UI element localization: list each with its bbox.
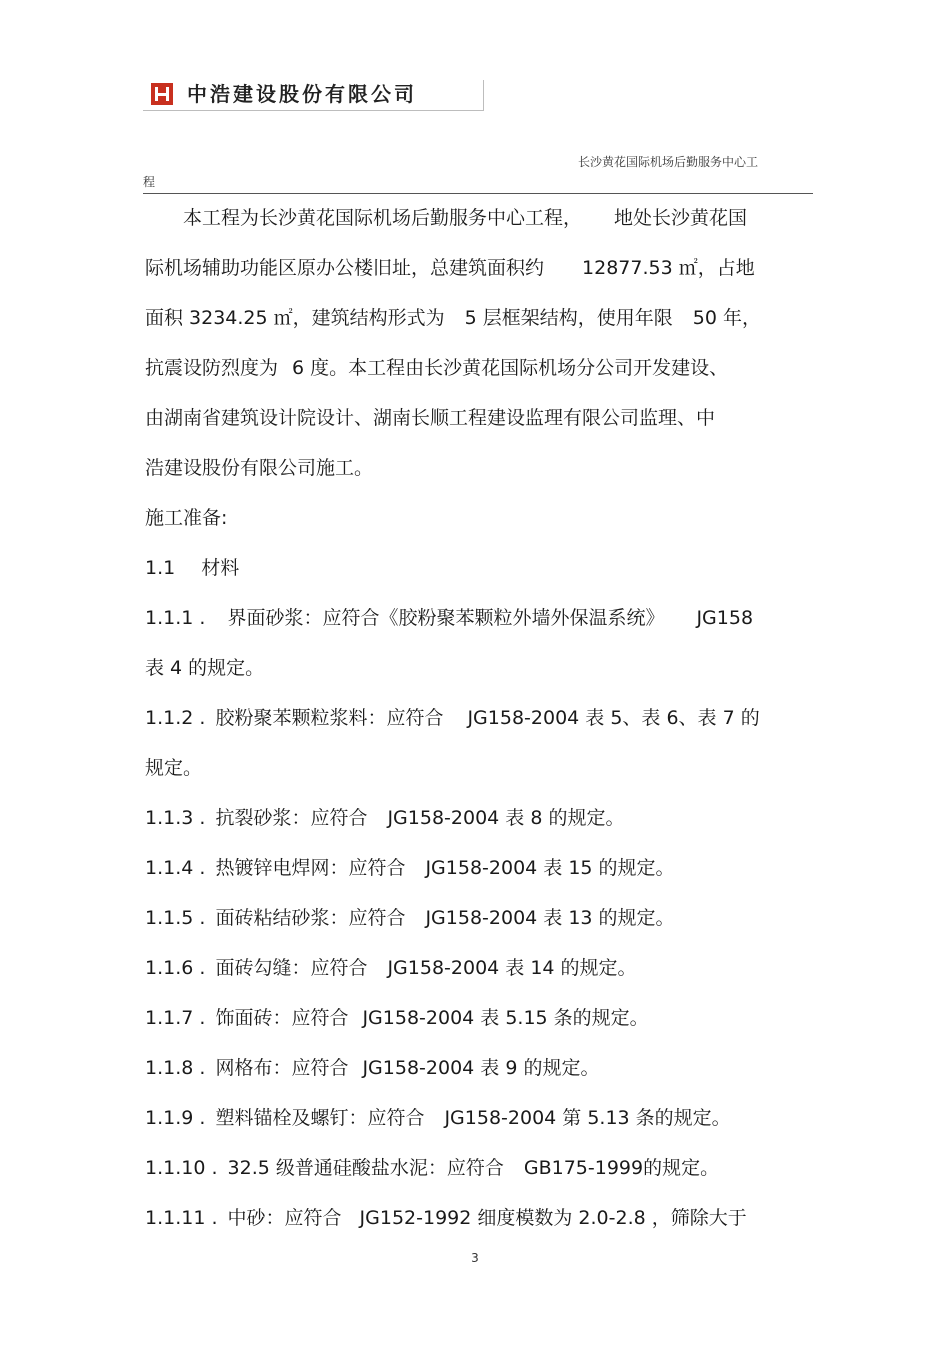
subsection-number: 1.1 [145,557,176,579]
company-name: 中浩建设股份有限公司 [187,82,417,106]
list-item: 1.1.5 . 面砖粘结砂浆：应符合 JG158-2004 表 13 的规定。 [145,907,675,929]
list-item: 1.1.10 . 32.5 级普通硅酸盐水泥：应符合 GB175-1999的规定。 [145,1157,720,1179]
intro-line-5: 由湖南省建筑设计院设计、湖南长顺工程建设监理有限公司监理、中 [145,407,716,429]
list-item: 1.1.4 . 热镀锌电焊网：应符合 JG158-2004 表 15 的规定。 [145,857,675,879]
running-header-title-continued: 程 [143,175,156,189]
list-item: 1.1.3 . 抗裂砂浆：应符合 JG158-2004 表 8 的规定。 [145,807,625,829]
list-item: 1.1.9 . 塑料锚栓及螺钉：应符合 JG158-2004 第 5.13 条的规定。 [145,1107,731,1129]
intro-line-4: 抗震设防烈度为 6 度。本工程由长沙黄花国际机场分公司开发建设、 [145,357,729,379]
company-logo-icon [151,83,173,105]
list-item: 1.1.7 . 饰面砖：应符合 JG158-2004 表 5.15 条的规定。 [145,1007,649,1029]
intro-line-2: 际机场辅助功能区原办公楼旧址，总建筑面积约 12877.53 ㎡，占地 [145,257,755,279]
list-item: 1.1.6 . 面砖勾缝：应符合 JG158-2004 表 14 的规定。 [145,957,637,979]
list-item: 1.1.1 . 界面砂浆：应符合《胶粉聚苯颗粒外墙外保温系统》 JG158 [145,607,754,629]
intro-line-6: 浩建设股份有限公司施工。 [145,457,374,479]
section-heading: 施工准备: [145,507,228,529]
list-item: 1.1.2 . 胶粉聚苯颗粒浆料：应符合 JG158-2004 表 5、表 6、表 7 的 [145,707,760,729]
intro-line-3: 面积 3234.25 ㎡，建筑结构形式为 5 层框架结构，使用年限 50 年， [145,307,762,329]
list-item-continued: 规定。 [145,757,203,779]
list-item: 1.1.11 . 中砂：应符合 JG152-1992 细度模数为 2.0-2.8 ，筛除大于 [145,1207,747,1229]
letterhead [143,80,484,111]
list-item-continued: 表 4 的规定。 [145,657,265,679]
page-number: 3 [471,1251,479,1265]
intro-line-1: 本工程为长沙黄花国际机场后勤服务中心工程， 地处长沙黄花国 [183,207,748,229]
running-header-title: 长沙黄花国际机场后勤服务中心工 [578,155,759,169]
subsection-heading [145,556,239,580]
subsection-title: 材料 [201,557,240,579]
header-divider [143,193,813,194]
list-item: 1.1.8 . 网格布：应符合 JG158-2004 表 9 的规定。 [145,1057,600,1079]
